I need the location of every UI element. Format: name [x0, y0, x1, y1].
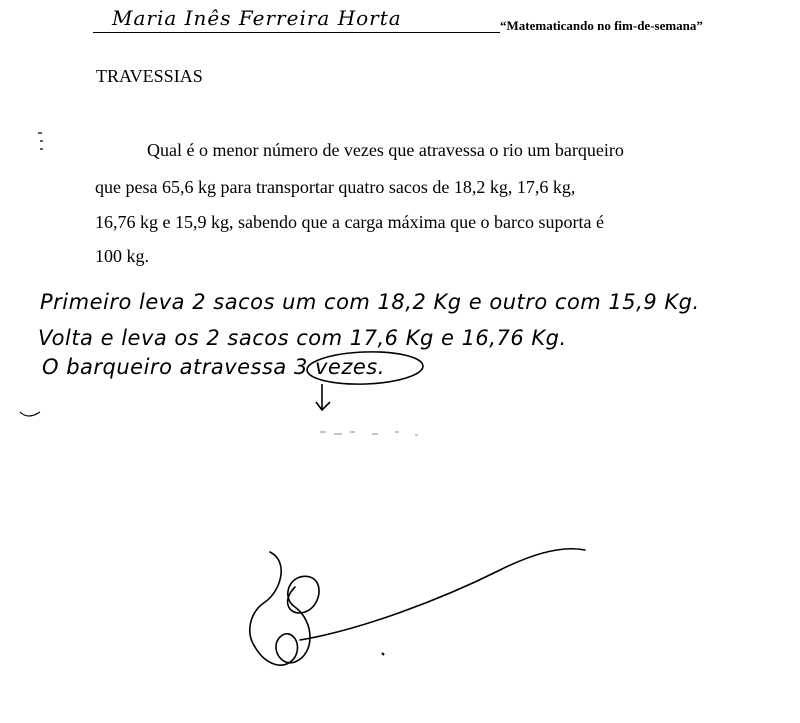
- problem-line: 16,76 kg e 15,9 kg, sabendo que a carga máxima que o barco suporta é: [95, 212, 605, 232]
- student-name-handwritten: Maria Inês Ferreira Horta: [112, 6, 402, 30]
- margin-curve: [20, 412, 40, 416]
- problem-line: que pesa 65,6 kg para transportar quatro sacos de 18,2 kg, 17,6 kg,: [95, 177, 576, 197]
- signature-dot: [382, 653, 384, 655]
- faint-marks: [320, 432, 418, 435]
- answer-circle: [306, 350, 423, 386]
- signature-icon: [250, 549, 585, 665]
- problem-line: Qual é o menor número de vezes que atravessa o rio um barqueiro: [147, 140, 624, 160]
- answer-line: O barqueiro atravessa 3 vezes.: [42, 355, 385, 379]
- answer-line: Primeiro leva 2 sacos um com 18,2 Kg e outro com 15,9 Kg.: [40, 290, 700, 314]
- worksheet-series-title: “Matematicando no fim-de-semana”: [500, 18, 703, 33]
- problem-line: 100 kg.: [95, 246, 149, 266]
- problem-title: TRAVESSIAS: [96, 66, 203, 86]
- arrow-down-icon: [316, 384, 330, 410]
- answer-line: Volta e leva os 2 sacos com 17,6 Kg e 16,76 Kg.: [38, 326, 567, 350]
- margin-mark: [38, 133, 43, 149]
